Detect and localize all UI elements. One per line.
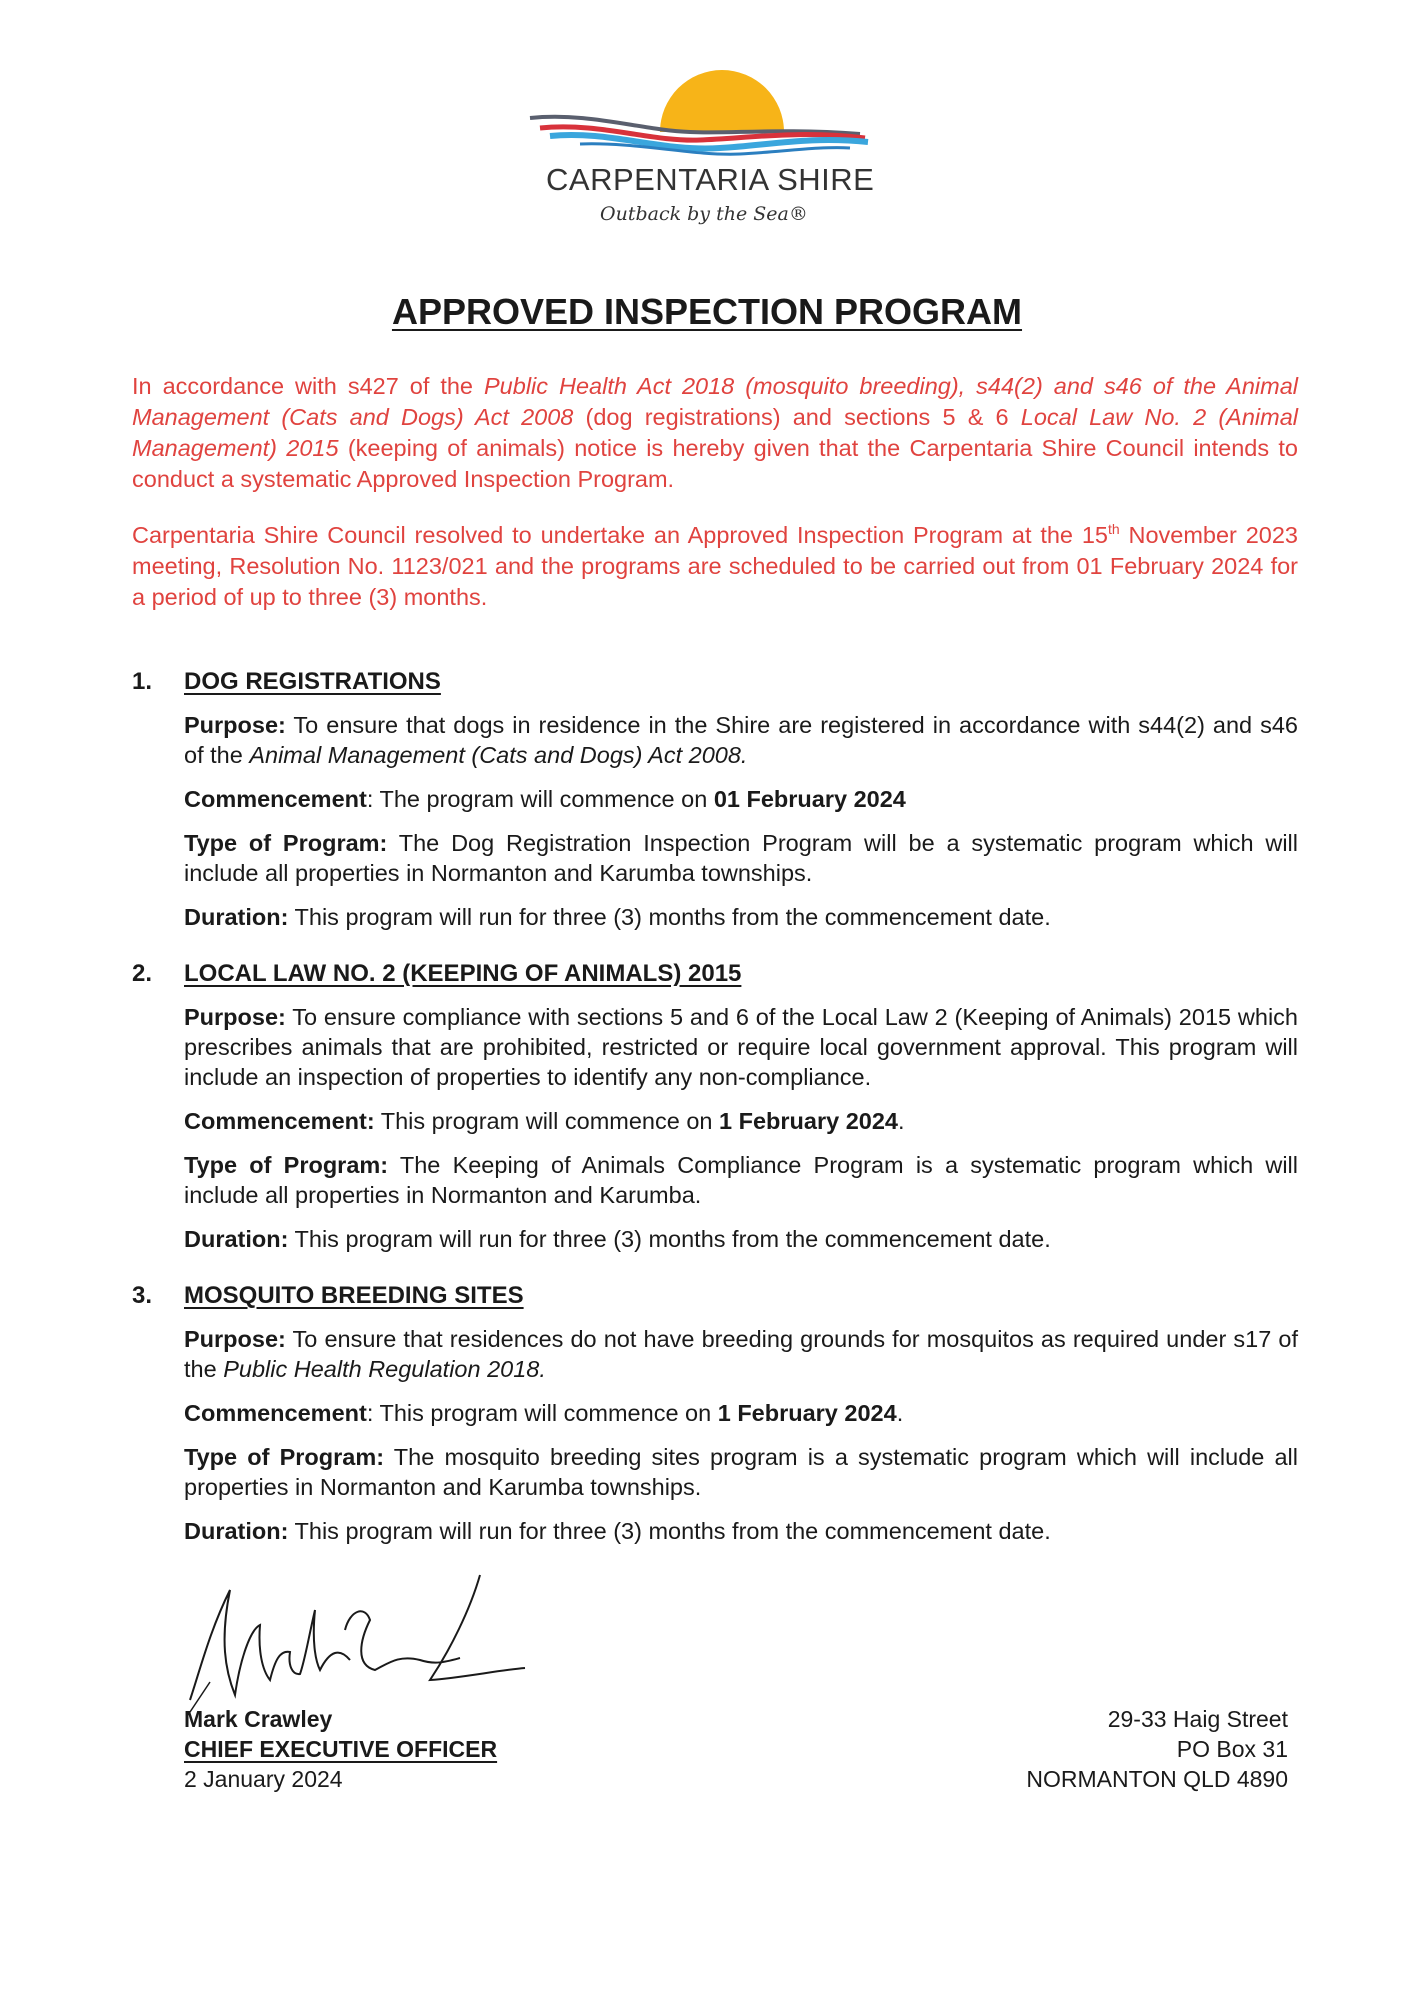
section-heading: 3. MOSQUITO BREEDING SITES <box>132 1282 524 1309</box>
commencement: Commencement: The program will commence on 01 February 2024 <box>184 786 906 812</box>
council-logo <box>520 70 880 230</box>
page-title: APPROVED INSPECTION PROGRAM <box>391 291 1023 332</box>
section-mosquito-breeding <box>132 1282 1298 1560</box>
signature-date: 2 January 2024 <box>184 1766 343 1792</box>
section-heading: 2. LOCAL LAW NO. 2 (KEEPING OF ANIMALS) 2015 <box>132 960 742 987</box>
section-dog-registrations <box>132 668 1298 946</box>
purpose: Purpose: To ensure compliance with sections 5 and 6 of the Local Law 2 (Keeping of Animals) 2015 which prescribes animals that are prohibited, restricted or require local government approval. This program will include an inspection of properties to identify any non-compliance. <box>184 1004 1298 1090</box>
signature-scribble-icon <box>180 1570 540 1720</box>
purpose: Purpose: To ensure that residences do not have breeding grounds for mosquitos as required under s17 of the Public Health Regulation 2018. <box>184 1326 1298 1382</box>
duration: Duration: This program will run for three (3) months from the commencement date. <box>184 1518 1051 1544</box>
commencement: Commencement: This program will commence on 1 February 2024. <box>184 1108 905 1134</box>
logo-name: CARPENTARIA SHIRE <box>546 162 875 197</box>
sunset-water-icon <box>520 70 880 170</box>
signatory-title: CHIEF EXECUTIVE OFFICER <box>184 1736 498 1762</box>
address-line: PO Box 31 <box>1176 1736 1288 1762</box>
signatory-block <box>184 1704 497 1794</box>
address-line: 29-33 Haig Street <box>1107 1706 1288 1732</box>
signatory-name: Mark Crawley <box>184 1706 333 1732</box>
purpose: Purpose: To ensure that dogs in residence in the Shire are registered in accordance with s44(2) and s46 of the Animal Management (Cats and Dogs) Act 2008. <box>184 712 1298 768</box>
section-local-law <box>132 960 1298 1268</box>
program-type: Type of Program: The mosquito breeding sites program is a systematic program which will include all properties in Normanton and Karumba townships. <box>184 1444 1299 1500</box>
address-line: NORMANTON QLD 4890 <box>1026 1766 1288 1792</box>
commencement: Commencement: This program will commence on 1 February 2024. <box>184 1400 904 1426</box>
intro-paragraph-2: Carpentaria Shire Council resolved to undertake an Approved Inspection Program at the 15th November 2023 meeting, Resolution No. 1123/021 and the programs are scheduled to be carried out from 01 February 2024 for a period of up to three (3) months. <box>132 521 1298 610</box>
duration: Duration: This program will run for three (3) months from the commencement date. <box>184 904 1051 930</box>
program-type: Type of Program: The Keeping of Animals Compliance Program is a systematic program which will include all properties in Normanton and Karumba. <box>184 1152 1298 1208</box>
council-address <box>1026 1704 1288 1794</box>
section-heading: 1. DOG REGISTRATIONS <box>132 668 441 695</box>
duration: Duration: This program will run for three (3) months from the commencement date. <box>184 1226 1051 1252</box>
logo-tagline: Outback by the Sea® <box>600 203 808 225</box>
program-type: Type of Program: The Dog Registration Inspection Program will be a systematic program which will include all properties in Normanton and Karumba townships. <box>184 830 1298 886</box>
signature <box>180 1570 540 1720</box>
intro-paragraph-1: In accordance with s427 of the Public Health Act 2018 (mosquito breeding), s44(2) and s46 of the Animal Management (Cats and Dogs) Act 2008 (dog registrations) and sections 5 & 6 Local Law No. 2 (Animal Management) 2015 (keeping of animals) notice is hereby given that the Carpentaria Shire Council intends to conduct a systematic Approved Inspection Program. <box>132 373 1299 492</box>
